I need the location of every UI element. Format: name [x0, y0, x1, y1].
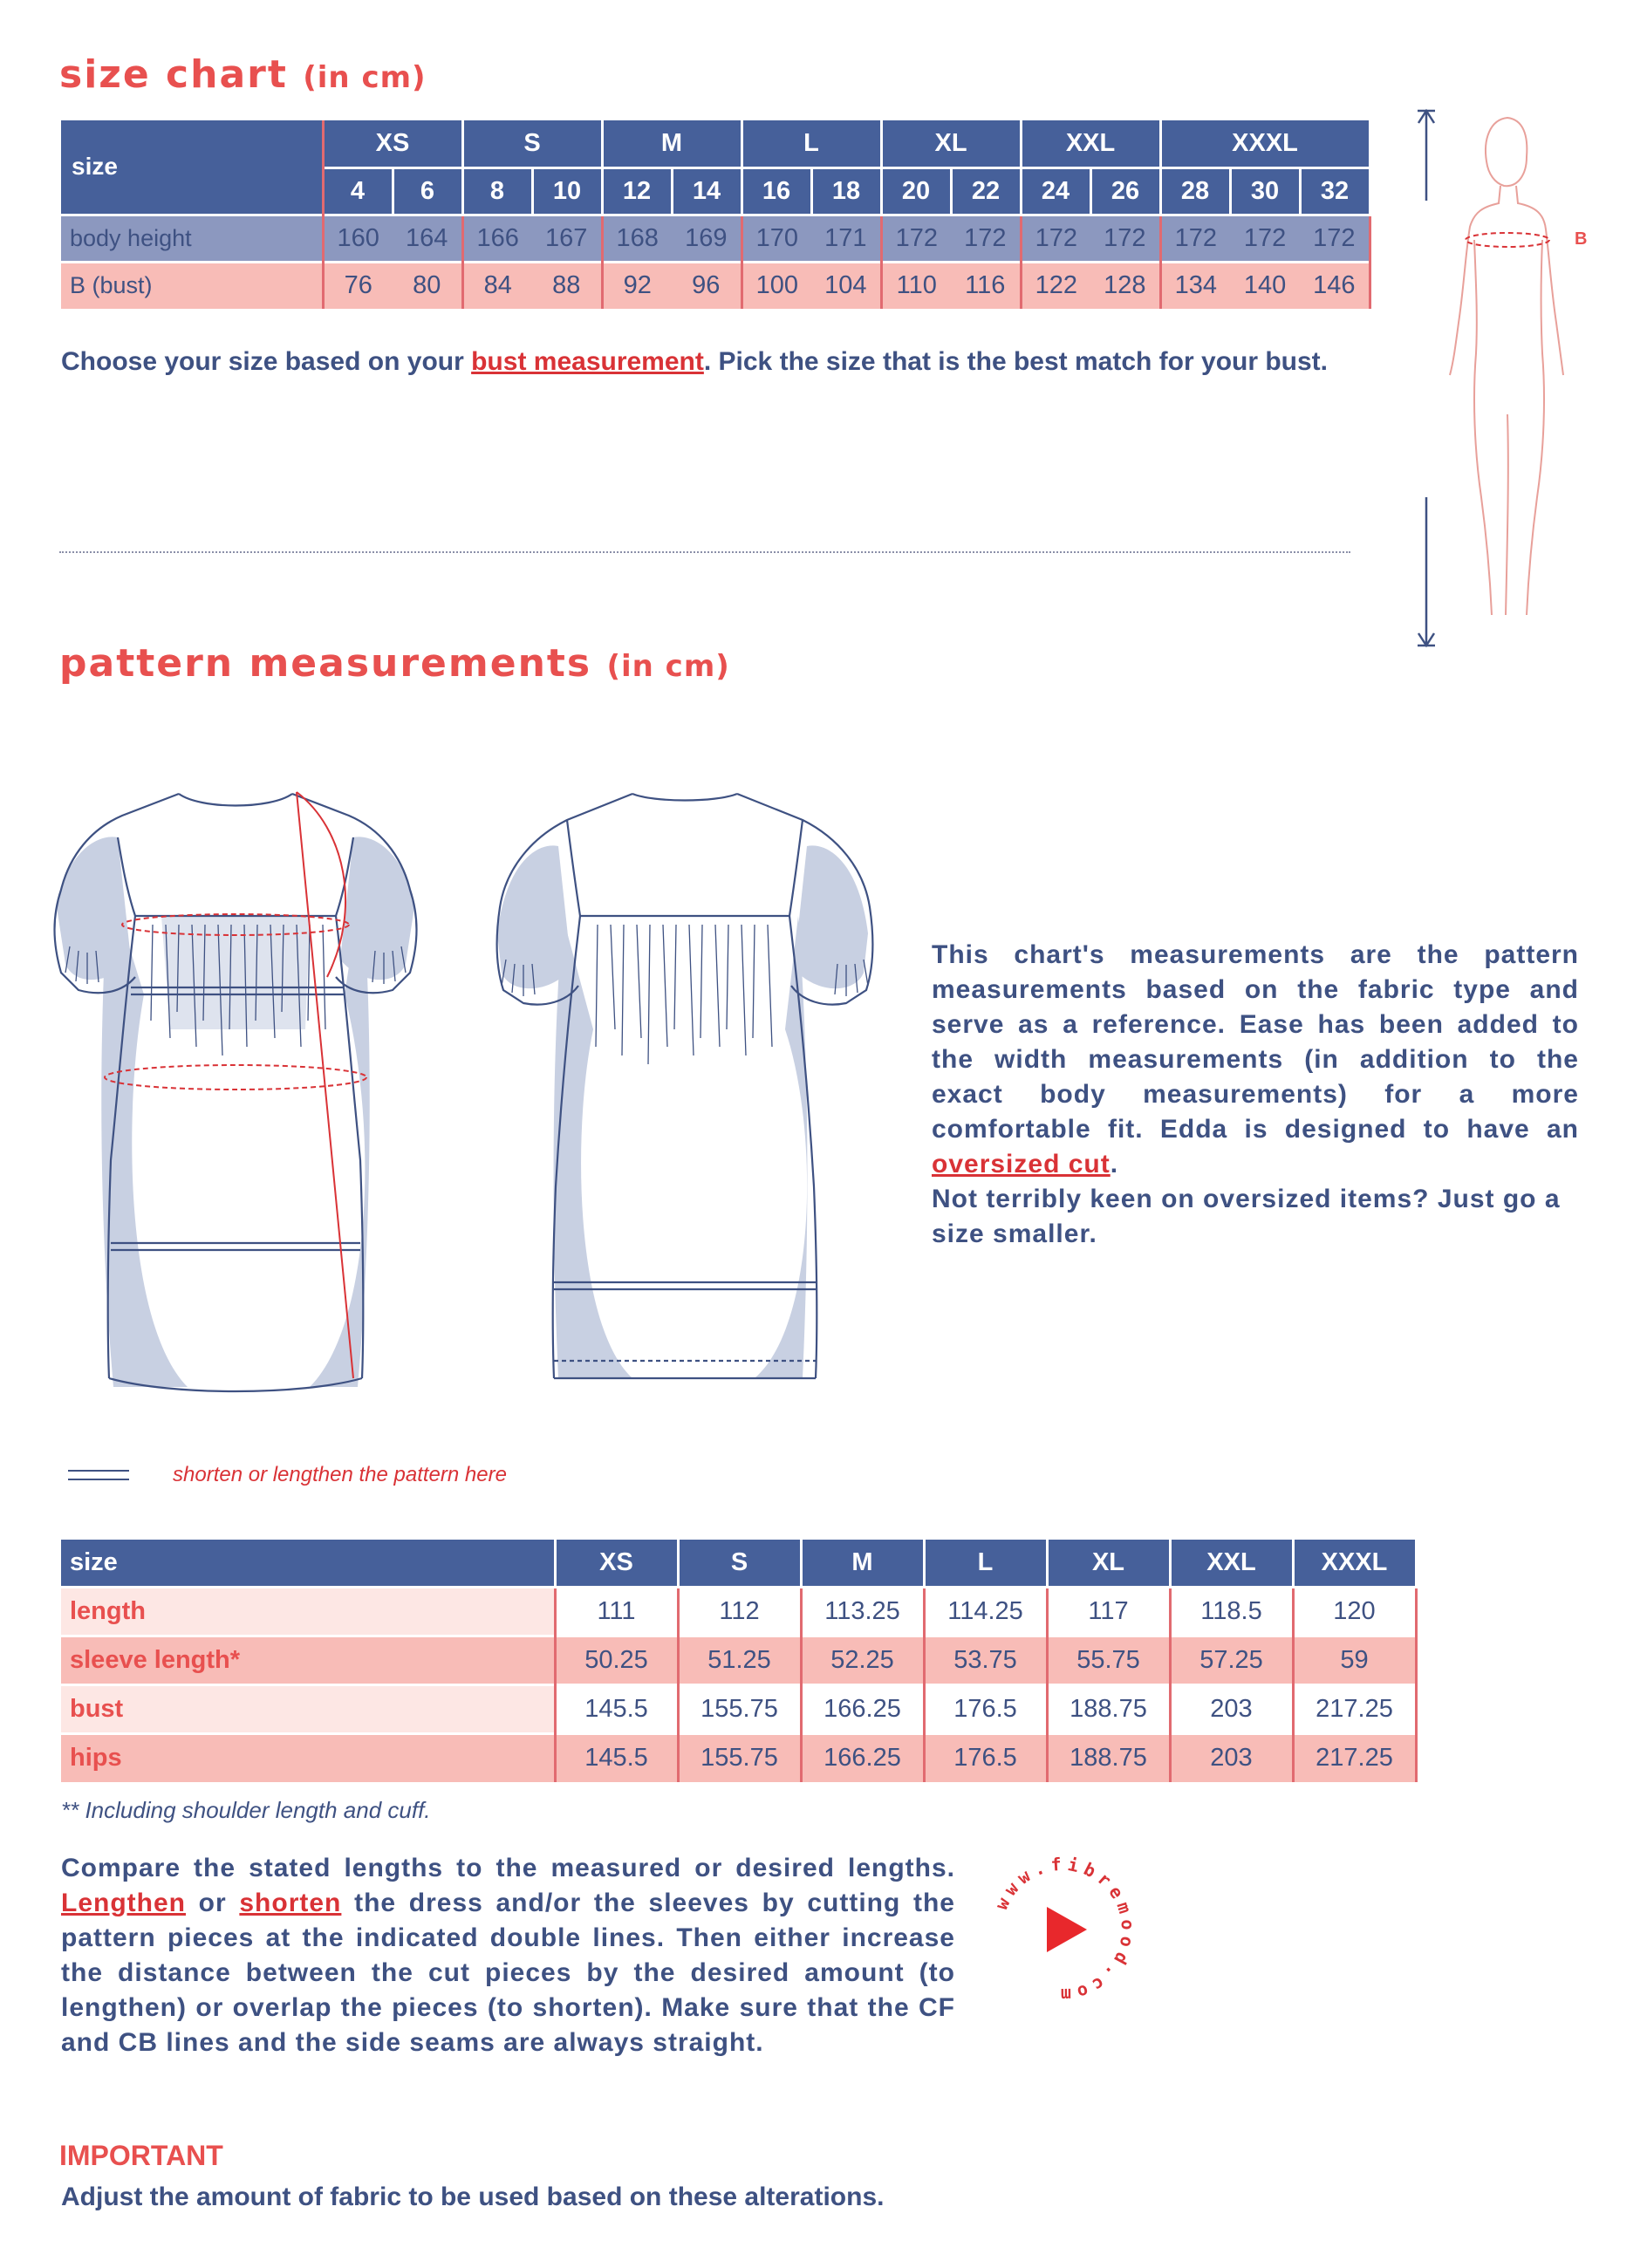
size-group-xs: XS	[323, 120, 462, 167]
pm-size-header: XXXL	[1293, 1540, 1416, 1587]
pattern-unit: (in cm)	[606, 649, 730, 684]
pm-size-header: XL	[1047, 1540, 1170, 1587]
cell: 169	[672, 215, 741, 262]
description-text: This chart's measurements are the pattern measurements based on the fabric type and serve as a reference. Ease has been added to the width measurements (in addition to the exact body measurements) for a more comfortable fit. Edda is designed to have an	[932, 940, 1579, 1144]
legend-label: shorten or lengthen the pattern here	[173, 1463, 507, 1486]
pm-row-label: length	[61, 1587, 555, 1636]
pm-cell: 155.75	[678, 1733, 801, 1782]
bust-row	[61, 262, 1370, 309]
bust-measurement-link[interactable]: bust measurement	[471, 347, 704, 376]
size-number: 16	[741, 167, 811, 215]
pm-size-header: XS	[555, 1540, 678, 1587]
size-number: 20	[881, 167, 951, 215]
pm-cell: 53.75	[924, 1636, 1047, 1684]
pm-cell: 203	[1170, 1684, 1293, 1733]
size-chart-title-text: size chart	[59, 52, 288, 97]
pm-row-label: sleeve length*	[61, 1636, 555, 1684]
cell: 172	[1090, 215, 1160, 262]
fibremood-logo	[984, 1851, 1141, 2008]
alterations-text	[61, 1851, 955, 2060]
body-figure-illustration	[1396, 100, 1596, 659]
cell: 172	[1160, 215, 1230, 262]
alterations-line: Compare the stated lengths to the measured or desired lengths.	[61, 1854, 955, 1882]
cell: 134	[1160, 262, 1230, 309]
pm-cell: 176.5	[924, 1684, 1047, 1733]
size-number: 4	[323, 167, 393, 215]
size-group-xxxl: XXXL	[1160, 120, 1370, 167]
cell: 172	[951, 215, 1021, 262]
pattern-title-text: pattern measurements	[59, 641, 592, 686]
cell: 96	[672, 262, 741, 309]
pm-cell: 188.75	[1047, 1684, 1170, 1733]
pm-cell: 52.25	[801, 1636, 924, 1684]
note-text: . Pick the size that is the best match for your bust.	[703, 347, 1329, 376]
cell: 168	[602, 215, 672, 262]
pm-cell: 176.5	[924, 1733, 1047, 1782]
cell: 80	[393, 262, 462, 309]
pm-cell: 57.25	[1170, 1636, 1293, 1684]
pm-cell: 50.25	[555, 1636, 678, 1684]
pm-cell: 217.25	[1293, 1684, 1416, 1733]
important-title: IMPORTANT	[59, 2140, 223, 2171]
size-group-l: L	[741, 120, 881, 167]
cell: 166	[462, 215, 532, 262]
cell: 140	[1230, 262, 1300, 309]
size-number: 18	[811, 167, 881, 215]
size-number: 26	[1090, 167, 1160, 215]
pm-size-header: L	[924, 1540, 1047, 1587]
pm-cell: 118.5	[1170, 1587, 1293, 1636]
cell: 171	[811, 215, 881, 262]
pm-cell: 55.75	[1047, 1636, 1170, 1684]
size-number: 22	[951, 167, 1021, 215]
important-text: Adjust the amount of fabric to be used based on these alterations.	[61, 2183, 885, 2211]
bust-line	[1466, 233, 1549, 247]
cell: 88	[532, 262, 602, 309]
alterations-line: the dress and/or the sleeves by cutting the pattern pieces at the indicated double lines. Then either increase the distance between the cut pieces by the desired amount (to lengthen) or overlap the pieces (to shorten). Make sure that the CF and CB lines and the side seams are always straight.	[61, 1889, 955, 2057]
size-header-label: size	[61, 120, 323, 215]
play-icon	[1047, 1907, 1087, 1952]
pm-size-header: S	[678, 1540, 801, 1587]
cell: 167	[532, 215, 602, 262]
cell: 84	[462, 262, 532, 309]
pm-cell: 188.75	[1047, 1733, 1170, 1782]
size-group-xl: XL	[881, 120, 1021, 167]
dress-front-illustration	[48, 768, 423, 1413]
cell: 172	[1230, 215, 1300, 262]
pm-row-sleeve-length	[61, 1636, 1416, 1684]
cell: 128	[1090, 262, 1160, 309]
pm-row-hips	[61, 1733, 1416, 1782]
pm-size-label: size	[61, 1540, 555, 1587]
shorten-link[interactable]: shorten	[239, 1889, 342, 1917]
pm-cell: 166.25	[801, 1684, 924, 1733]
size-chart-table	[61, 120, 1371, 309]
size-number: 12	[602, 167, 672, 215]
pm-cell: 203	[1170, 1733, 1293, 1782]
size-number: 30	[1230, 167, 1300, 215]
pm-cell: 59	[1293, 1636, 1416, 1684]
pm-size-header: M	[801, 1540, 924, 1587]
cell: 76	[323, 262, 393, 309]
cell: 164	[393, 215, 462, 262]
size-group-m: M	[602, 120, 741, 167]
dress-back-illustration	[484, 768, 885, 1413]
pm-cell: 145.5	[555, 1733, 678, 1782]
size-chart-unit: (in cm)	[303, 60, 427, 95]
size-number: 6	[393, 167, 462, 215]
pm-cell: 117	[1047, 1587, 1170, 1636]
pm-footnote: ** Including shoulder length and cuff.	[61, 1797, 431, 1823]
pm-row-label: hips	[61, 1733, 555, 1782]
row-label: body height	[61, 215, 323, 262]
double-line-legend-icon	[68, 1470, 129, 1480]
size-chart-note	[61, 347, 1328, 377]
size-number: 28	[1160, 167, 1230, 215]
size-number: 32	[1300, 167, 1370, 215]
description-text: .	[1110, 1150, 1119, 1178]
logo-text: www.fibremood.com	[990, 1853, 1139, 2006]
cell: 160	[323, 215, 393, 262]
pm-cell: 217.25	[1293, 1733, 1416, 1782]
pm-cell: 155.75	[678, 1684, 801, 1733]
size-number: 8	[462, 167, 532, 215]
section-divider	[59, 551, 1350, 553]
pm-cell: 112	[678, 1587, 801, 1636]
cell: 172	[1021, 215, 1090, 262]
pm-row-bust	[61, 1684, 1416, 1733]
lengthen-link[interactable]: Lengthen	[61, 1889, 186, 1917]
oversized-cut-link[interactable]: oversized cut	[932, 1150, 1111, 1178]
size-group-xxl: XXL	[1021, 120, 1160, 167]
pm-cell: 111	[555, 1587, 678, 1636]
cell: 172	[1300, 215, 1370, 262]
cell: 110	[881, 262, 951, 309]
pm-cell: 166.25	[801, 1733, 924, 1782]
pattern-measurements-table	[61, 1540, 1418, 1782]
pattern-description-2: Not terribly keen on oversized items? Just go a size smaller.	[932, 1185, 1561, 1248]
pm-cell: 113.25	[801, 1587, 924, 1636]
cell: 100	[741, 262, 811, 309]
body-silhouette	[1450, 118, 1563, 615]
row-label: B (bust)	[61, 262, 323, 309]
pm-cell: 120	[1293, 1587, 1416, 1636]
pattern-measurements-title	[59, 641, 730, 686]
size-group-s: S	[462, 120, 602, 167]
cell: 116	[951, 262, 1021, 309]
pm-row-label: bust	[61, 1684, 555, 1733]
size-chart-title	[59, 52, 427, 97]
cell: 146	[1300, 262, 1370, 309]
pm-cell: 51.25	[678, 1636, 801, 1684]
pm-row-length	[61, 1587, 1416, 1636]
alterations-line: or	[186, 1889, 240, 1917]
body-height-row	[61, 215, 1370, 262]
cell: 122	[1021, 262, 1090, 309]
note-text: Choose your size based on your	[61, 347, 472, 376]
pm-cell: 145.5	[555, 1684, 678, 1733]
bust-marker-label: B	[1575, 229, 1588, 249]
cell: 104	[811, 262, 881, 309]
size-number: 14	[672, 167, 741, 215]
cell: 92	[602, 262, 672, 309]
pm-cell: 114.25	[924, 1587, 1047, 1636]
pattern-description	[932, 938, 1579, 1182]
cell: 172	[881, 215, 951, 262]
pm-size-header: XXL	[1170, 1540, 1293, 1587]
size-number: 24	[1021, 167, 1090, 215]
cell: 170	[741, 215, 811, 262]
size-number: 10	[532, 167, 602, 215]
